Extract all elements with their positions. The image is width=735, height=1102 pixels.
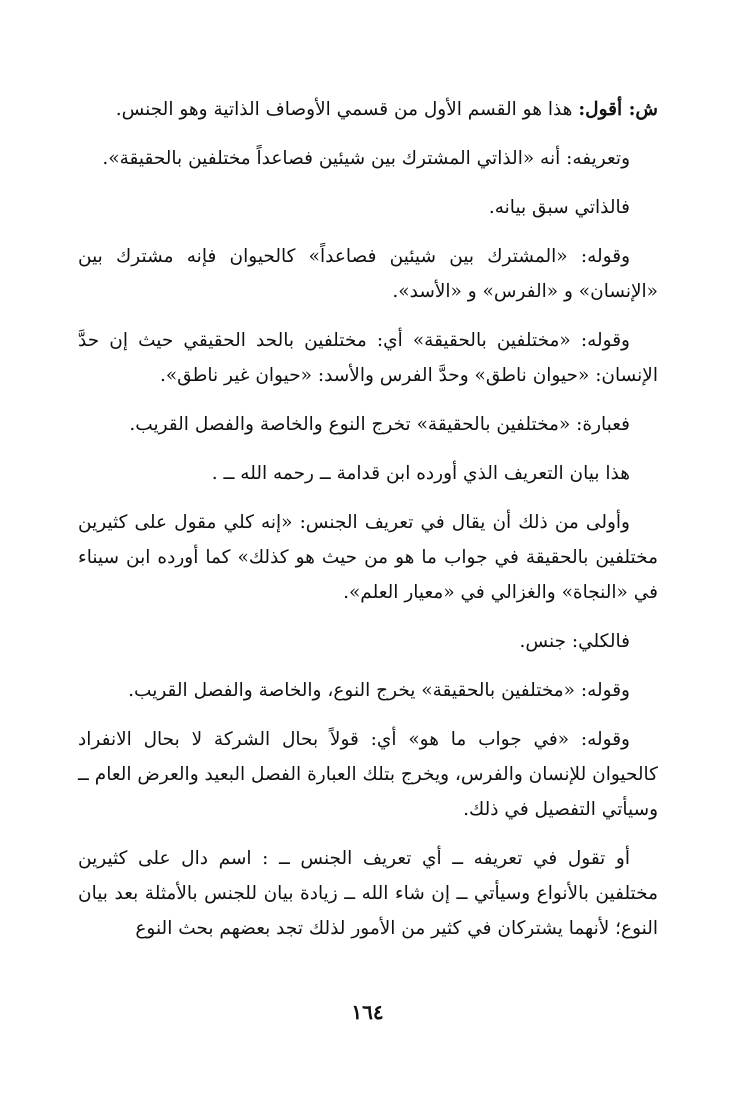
paragraph-2: وتعريفه: أنه «الذاتي المشترك بين شيئين فصاعداً مختلفين بالحقيقة». <box>102 148 630 169</box>
paragraph-11: وقوله: «في جواب ما هو» أي: قولاً بحال الشركة لا بحال الانفراد كالحيوان للإنسان والفرس، ويخرج بتلك العبارة الفصل البعيد والعرض العام ــ وسيأتي التفصيل في ذلك. <box>78 729 658 820</box>
paragraph-4: وقوله: «المشترك بين شيئين فصاعداً» كالحيوان فإنه مشترك بين «الإنسان» و «الفرس» و «الأسد». <box>78 246 658 302</box>
paragraph-9: فالكلي: جنس. <box>519 631 630 652</box>
paragraph-1-lead: ش: أقول: <box>578 99 658 120</box>
paragraph-3: فالذاتي سبق بيانه. <box>488 197 630 218</box>
paragraph-6: فعبارة: «مختلفين بالحقيقة» تخرج النوع والخاصة والفصل القريب. <box>129 414 630 435</box>
paragraph-10: وقوله: «مختلفين بالحقيقة» يخرج النوع، والخاصة والفصل القريب. <box>128 680 630 701</box>
paragraph-5: وقوله: «مختلفين بالحقيقة» أي: مختلفين بالحد الحقيقي حيث إن حدَّ الإنسان: «حيوان ناطق» وحدَّ الفرس والأسد: «حيوان غير ناطق». <box>78 330 658 386</box>
page-body <box>78 92 658 960</box>
paragraph-1 <box>78 92 658 127</box>
paragraph-1-text: هذا هو القسم الأول من قسمي الأوصاف الذاتية وهو الجنس. <box>115 99 579 120</box>
paragraph-8: وأولى من ذلك أن يقال في تعريف الجنس: «إنه كلي مقول على كثيرين مختلفين بالحقيقة في جواب ما هو من حيث هو كذلك» كما أورده ابن سيناء في «النجاة» والغزالي في «معيار العلم». <box>78 512 658 603</box>
page-number: ١٦٤ <box>351 1000 384 1024</box>
paragraph-7: هذا بيان التعريف الذي أورده ابن قدامة ــ رحمه الله ــ . <box>211 463 630 484</box>
paragraph-12: أو تقول في تعريفه ــ أي تعريف الجنس ــ : اسم دال على كثيرين مختلفين بالأنواع وسيأتي ــ إن شاء الله ــ زيادة بيان للجنس بالأمثلة بعد بيان النوع؛ لأنهما يشتركان في كثير من الأمور لذلك تجد بعضهم بحث النوع <box>78 848 658 939</box>
